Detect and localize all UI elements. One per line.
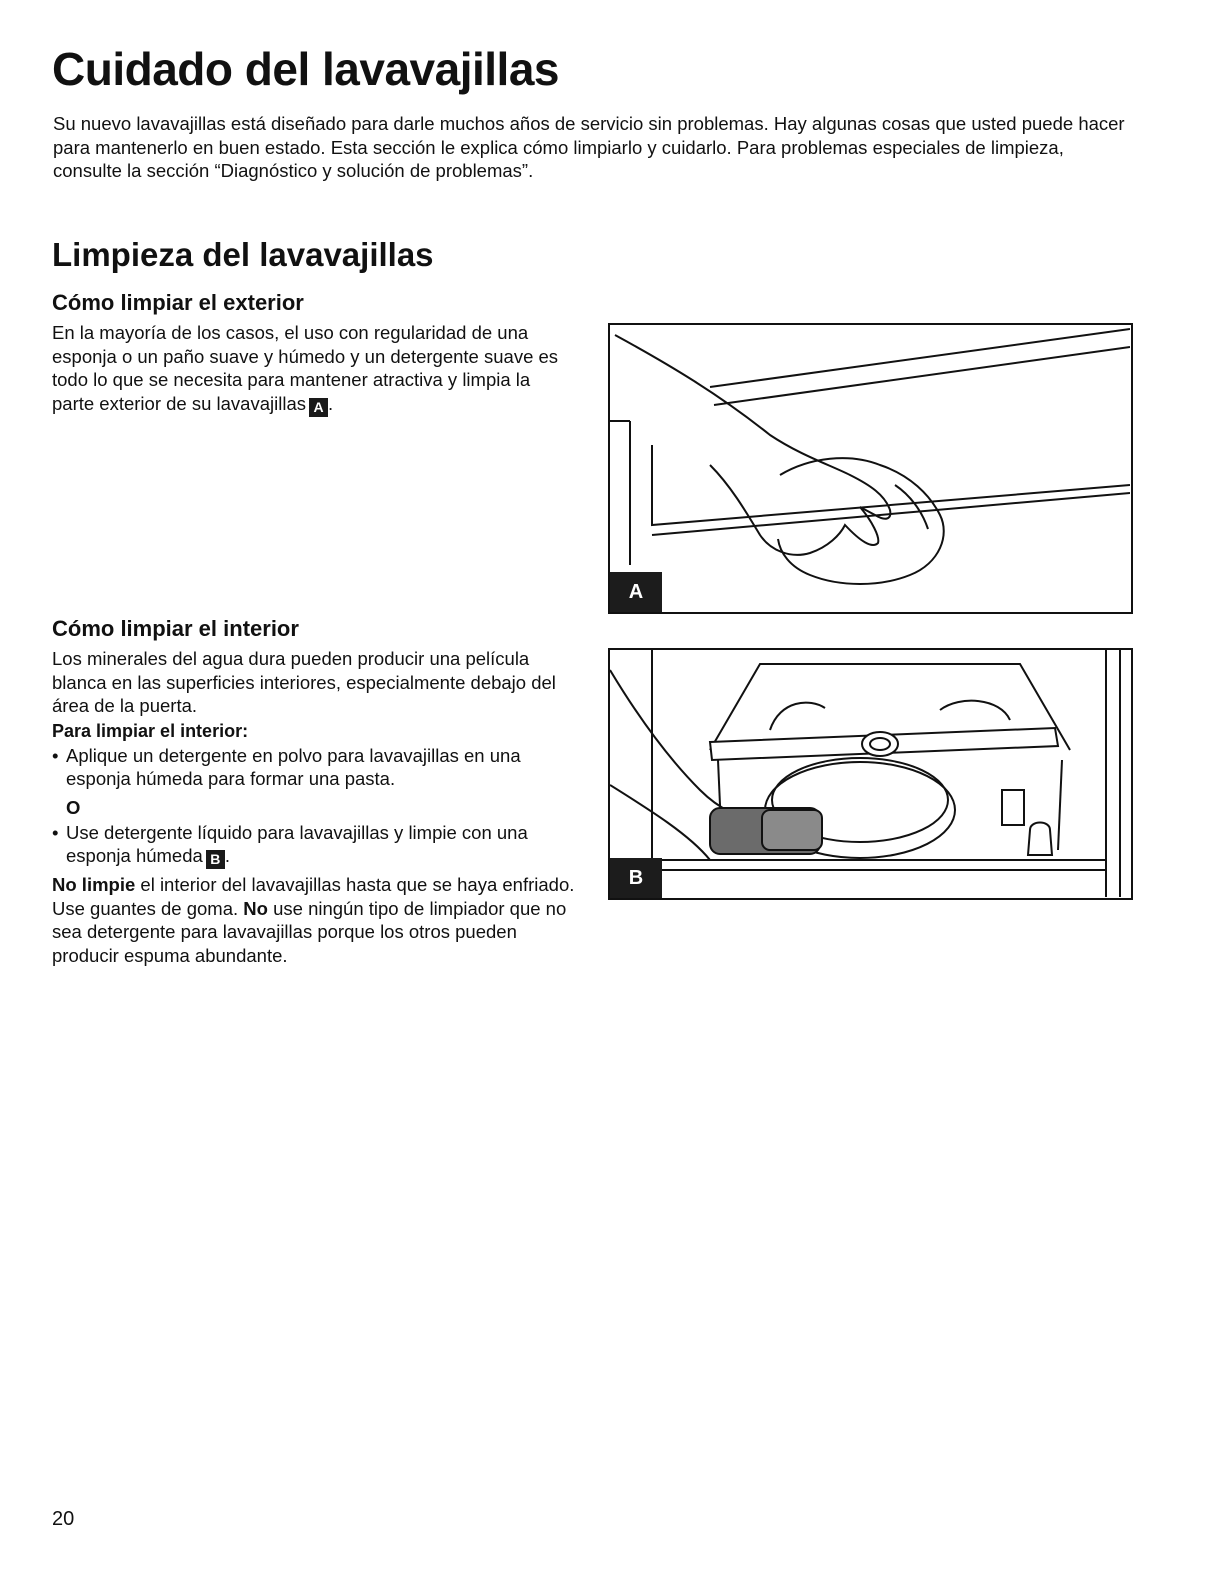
exterior-text: En la mayoría de los casos, el uso con regularidad de una esponja o un paño suave y húmedo y un detergente suave es todo lo que se necesita para mantener atractiva y limpia la parte exterior de su lavavajillas [52, 322, 559, 414]
figure-a-illustration [610, 325, 1130, 611]
warning-bold-2: No [243, 897, 268, 919]
figure-a-label: A [610, 572, 662, 612]
exterior-end: . [328, 392, 334, 414]
warning-text-2: use ningún tipo de limpiador que no sea detergente para lavavajillas porque los otros pueden producir espuma abundante. [52, 897, 567, 966]
figure-b-label: B [610, 858, 662, 898]
figure-b-illustration [610, 650, 1130, 897]
step-liquid-end: . [224, 845, 230, 866]
or-separator: O [66, 796, 81, 818]
exterior-heading: Cómo limpiar el exterior [52, 290, 304, 315]
section-heading: Limpieza del lavavajillas [52, 236, 434, 273]
intro-paragraph: Su nuevo lavavajillas está diseñado para darle muchos años de servicio sin problemas. Hay algunas cosas que usted puede hacer para mantenerlo en buen estado. Esta sección le explica cómo limpiarlo y cuidarlo. Para problemas especiales de limpieza, consulte la sección “Diagnóstico y solución de problemas”. [53, 113, 1125, 181]
interior-steps-2 [52, 821, 577, 870]
interior-paragraph: Los minerales del agua dura pueden producir una película blanca en las superficies interiores, especialmente debajo del área de la puerta. [52, 648, 556, 716]
interior-steps [52, 744, 577, 791]
figure-a-ref: A [309, 398, 328, 417]
interior-subheading: Para limpiar el interior: [52, 720, 249, 741]
figure-b-ref: B [206, 850, 225, 869]
figure-b [608, 648, 1133, 900]
step-liquid [52, 821, 577, 870]
step-liquid-text: Use detergente líquido para lavavajillas y limpie con una esponja húmeda [66, 821, 528, 866]
exterior-paragraph [52, 321, 577, 417]
warning-text-1: el interior del lavavajillas hasta que se haya enfriado. Use guantes de goma. [52, 874, 575, 919]
figure-a [608, 323, 1133, 614]
interior-heading: Cómo limpiar el interior [52, 616, 299, 641]
step-powder: • Aplique un detergente en polvo para lavavajillas en una esponja húmeda para formar una pasta. [52, 744, 577, 791]
page-title: Cuidado del lavavajillas [52, 43, 559, 95]
interior-warning [52, 873, 577, 967]
page-number: 20 [52, 1508, 75, 1530]
interior-block [52, 647, 577, 967]
warning-bold-1: No limpie [52, 874, 136, 895]
